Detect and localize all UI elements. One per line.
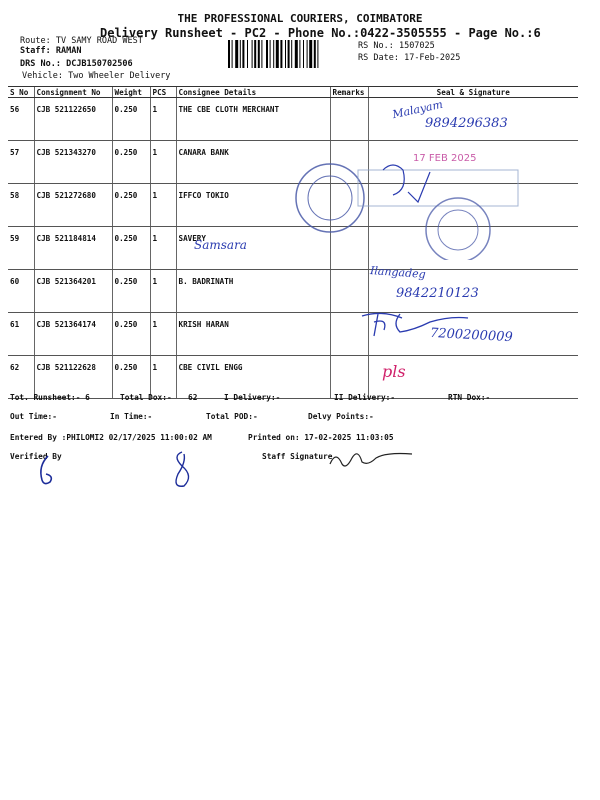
cell-weight: 0.250: [112, 98, 150, 141]
handwritten-phone-row61: 7200200009: [429, 325, 514, 346]
verifier-initial-eight: [168, 448, 196, 492]
cell-weight: 0.250: [112, 313, 150, 356]
received-date-stamp: 17 FEB 2025: [413, 153, 477, 164]
rs-date-value: 17-Feb-2025: [404, 53, 461, 63]
vehicle-line: [22, 71, 170, 81]
handwritten-note-row62: pls: [382, 362, 406, 381]
cell-consignment: CJB 521122650: [34, 98, 112, 141]
col-signature: Seal & Signature: [368, 87, 578, 98]
ii-delivery-label: II Delivery:-: [334, 393, 396, 402]
cell-consignment: CJB 521343270: [34, 141, 112, 184]
total-dox-value: 62: [188, 393, 198, 402]
cell-consignment: CJB 521122628: [34, 356, 112, 399]
handwritten-name-row60: Ilangadeg: [369, 264, 427, 281]
staff-signature-label: Staff Signature: [262, 452, 333, 461]
cell-consignee: THE CBE CLOTH MERCHANT: [176, 98, 330, 141]
total-pod-label: Total POD:-: [206, 412, 258, 421]
barcode-image: [228, 40, 350, 68]
printed-on: Printed on: 17-02-2025 11:03:05: [248, 433, 394, 442]
cell-consignee: CANARA BANK: [176, 141, 330, 184]
table-row: [8, 356, 578, 399]
in-time-label: In Time:-: [110, 412, 153, 421]
cell-sno: 56: [8, 98, 34, 141]
verifier-signature-mark: [30, 452, 60, 492]
col-consignment: Consignment No: [34, 87, 112, 98]
delvy-points-label: Delvy Points:-: [308, 412, 374, 421]
cell-sno: 58: [8, 184, 34, 227]
company-name: THE PROFESSIONAL COURIERS, COIMBATORE: [177, 12, 423, 25]
vehicle-value: Two Wheeler Delivery: [68, 71, 171, 81]
vehicle-label: Vehicle:: [22, 71, 63, 81]
cell-pcs: 1: [150, 356, 176, 399]
cell-sno: 60: [8, 270, 34, 313]
col-remarks: Remarks: [330, 87, 368, 98]
cell-consignment: CJB 521364201: [34, 270, 112, 313]
route-value: TV SAMY ROAD WEST: [55, 36, 143, 46]
cell-sno: 59: [8, 227, 34, 270]
drs-label: DRS No.:: [20, 59, 61, 69]
entered-by: Entered By :PHILOMI2 02/17/2025 11:00:02 AM: [10, 433, 212, 442]
handwritten-phone-row56: 9894296383: [425, 116, 508, 131]
col-sno: S No: [8, 87, 34, 98]
cell-weight: 0.250: [112, 356, 150, 399]
company-seal-stamps: [288, 150, 528, 260]
cell-consignee: SAVERY: [176, 227, 330, 270]
cell-sno: 62: [8, 356, 34, 399]
table-row: [8, 270, 578, 313]
cell-weight: 0.250: [112, 227, 150, 270]
col-pcs: PCS: [150, 87, 176, 98]
cell-consignment: CJB 521272680: [34, 184, 112, 227]
cell-pcs: 1: [150, 141, 176, 184]
rs-date-label: RS Date:: [358, 53, 399, 63]
cell-consignee: CBE CIVIL ENGG: [176, 356, 330, 399]
staff-line: [20, 46, 81, 56]
route-label: Route:: [20, 36, 51, 46]
rs-no-label: RS No.:: [358, 41, 394, 51]
cell-pcs: 1: [150, 184, 176, 227]
cell-consignee: KRISH HARAN: [176, 313, 330, 356]
staff-label: Staff:: [20, 46, 51, 56]
rtn-dox-label: RTN Dox:-: [448, 393, 491, 402]
cell-pcs: 1: [150, 270, 176, 313]
cell-weight: 0.250: [112, 141, 150, 184]
runsheet-title: Delivery Runsheet - PC2 - Phone No.:0422-3505555 - Page No.:6: [100, 26, 541, 40]
cell-remarks: [330, 270, 368, 313]
cell-pcs: 1: [150, 313, 176, 356]
handwritten-name-row56: Malayam: [391, 97, 444, 122]
handwritten-name-row59: Samsara: [194, 238, 247, 252]
cell-weight: 0.250: [112, 270, 150, 313]
i-delivery-label: I Delivery:-: [224, 393, 281, 402]
cell-consignment: CJB 521184814: [34, 227, 112, 270]
cell-pcs: 1: [150, 98, 176, 141]
out-time-label: Out Time:-: [10, 412, 57, 421]
drs-value: DCJB150702506: [66, 59, 133, 69]
table-header-row: [8, 87, 578, 98]
rs-no-value: 1507025: [398, 41, 435, 51]
col-weight: Weight: [112, 87, 150, 98]
rs-date-line: [358, 53, 460, 63]
drs-line: [20, 59, 133, 69]
cell-pcs: 1: [150, 227, 176, 270]
col-consignee: Consignee Details: [176, 87, 330, 98]
cell-sno: 57: [8, 141, 34, 184]
route-line: [20, 36, 143, 46]
rs-no-line: [358, 41, 435, 51]
verified-by-label: Verified By: [10, 452, 62, 461]
handwritten-phone-row60: 9842210123: [396, 286, 479, 301]
cell-weight: 0.250: [112, 184, 150, 227]
cell-consignment: CJB 521364174: [34, 313, 112, 356]
cell-sno: 61: [8, 313, 34, 356]
cell-consignee: IFFCO TOKIO: [176, 184, 330, 227]
cell-remarks: [330, 98, 368, 141]
staff-signature-mark: [326, 446, 416, 474]
tot-runsheet: Tot. Runsheet:- 6: [10, 393, 90, 402]
total-dox-label: Total Dox:-: [120, 393, 172, 402]
cell-consignee: B. BADRINATH: [176, 270, 330, 313]
staff-value: RAMAN: [55, 46, 82, 56]
